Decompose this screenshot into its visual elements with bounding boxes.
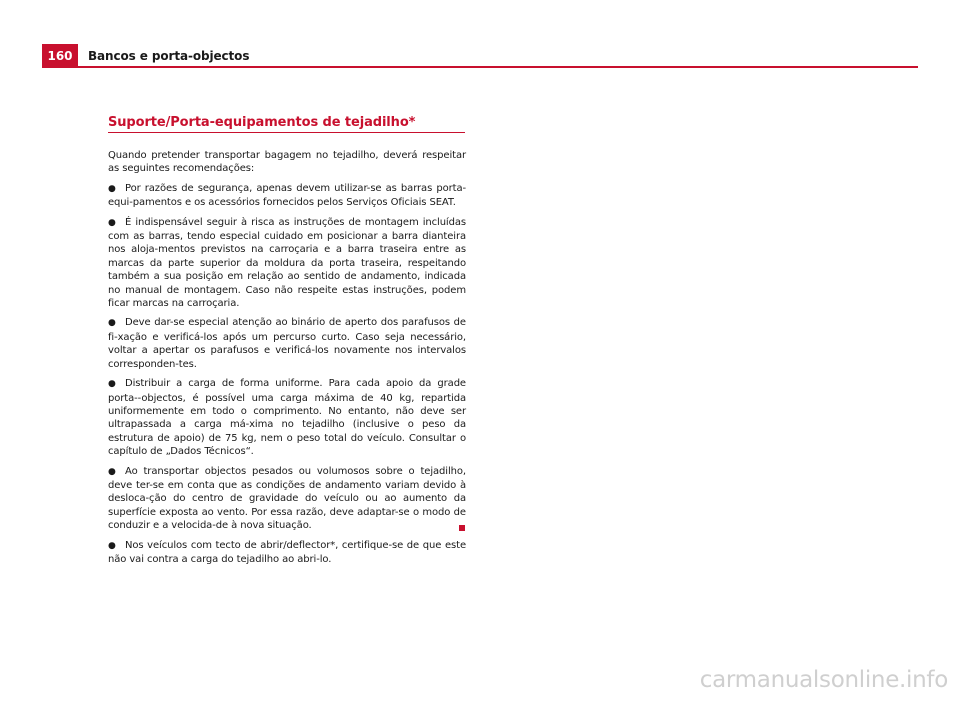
list-item bbox=[108, 465, 466, 533]
bullet-icon: ● bbox=[108, 379, 116, 390]
bullet-icon: ● bbox=[108, 466, 116, 477]
bullet-icon: ● bbox=[108, 183, 116, 194]
section-title-underline bbox=[108, 132, 465, 133]
list-item bbox=[108, 182, 466, 210]
section-end-marker bbox=[459, 525, 465, 531]
bullet-icon: ● bbox=[108, 318, 116, 329]
section-title: Suporte/Porta-equipamentos de tejadilho* bbox=[108, 115, 416, 130]
list-item-text: Distribuir a carga de forma uniforme. Para cada apoio da grade porta--objectos, é possível uma carga máxima de 40 kg, repartida uniformemente em todo o comprimento. No entanto, não deve ser ultrapassada a carga má-xima no tejadilho (inclusive o peso da estrutura de apoio) de 75 kg, nem o peso total do veículo. Consultar o capítulo de „Dados Técnicos“. bbox=[108, 378, 466, 458]
bullet-icon: ● bbox=[108, 540, 116, 551]
intro-paragraph: Quando pretender transportar bagagem no tejadilho, deverá respeitar as seguintes recomendações: bbox=[108, 150, 466, 175]
section-body bbox=[108, 149, 466, 572]
list-item bbox=[108, 216, 466, 311]
page-number: 160 bbox=[42, 44, 78, 66]
list-item bbox=[108, 377, 466, 458]
list-item-text: Nos veículos com tecto de abrir/deflector*, certifique-se de que este não vai contra a carga do tejadilho ao abri-lo. bbox=[108, 539, 466, 565]
watermark-text: carmanualsonline.info bbox=[699, 667, 948, 693]
list-item bbox=[108, 539, 466, 567]
list-item-text: Ao transportar objectos pesados ou volumosos sobre o tejadilho, deve ter-se em conta que as condições de andamento variam devido à desloca-ção do centro de gravidade do veículo ou ao aumento da superfície exposta ao vento. Por essa razão, deve adaptar-se o modo de conduzir e a velocida-de à nova situação. bbox=[108, 465, 466, 532]
list-item-text: Deve dar-se especial atenção ao binário de aperto dos parafusos de fi-xação e verificá-los após um percurso curto. Caso seja necessário, voltar a apertar os parafusos e verificá-los novamente nos intervalos corresponden-tes. bbox=[108, 317, 466, 370]
chapter-title: Bancos e porta-objectos bbox=[88, 49, 250, 63]
list-item bbox=[108, 316, 466, 371]
list-item-text: Por razões de segurança, apenas devem utilizar-se as barras porta-equi-pamentos e os acessórios fornecidos pelos Serviços Oficiais SEAT. bbox=[108, 182, 466, 209]
header-divider bbox=[42, 66, 918, 68]
bullet-icon: ● bbox=[108, 217, 116, 228]
list-item-text: É indispensável seguir à risca as instruções de montagem incluídas com as barras, tendo especial cuidado em posicionar a barra dianteira nos aloja-mentos previstos na carroçaria e a barra traseira entre as marcas da parte superior da moldura da porta traseira, respeitando também a sua posição em relação ao sentido de andamento, indicada no manual de montagem. Caso não respeite estas instruções, podem ficar marcas na carroçaria. bbox=[108, 216, 466, 310]
